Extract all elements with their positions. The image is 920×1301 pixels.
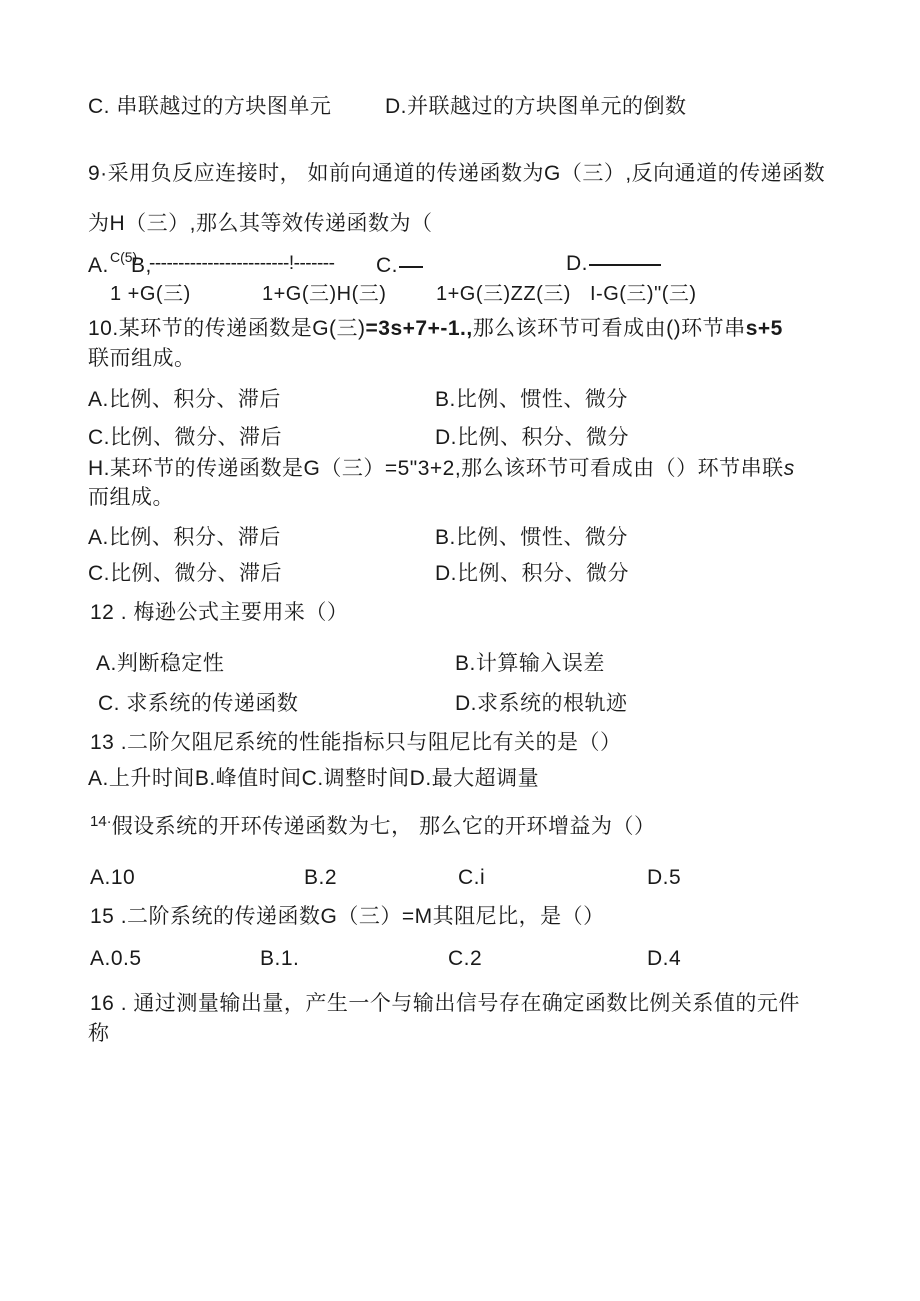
question-14-option-b: B.2: [304, 866, 338, 889]
question-15-option-a: A.0.5: [90, 947, 142, 970]
question-10-option-d: D.比例、积分、微分: [435, 426, 629, 449]
question-15-stem: 15 .二阶系统的传递函数G（三）=M其阻尼比，是（）: [90, 905, 605, 928]
question-10-stem-line-1: [88, 315, 783, 343]
question-14-option-d: D.5: [647, 866, 682, 889]
question-10-option-a: A.比例、积分、滞后: [88, 388, 281, 411]
question-16-stem-line-2: 称: [88, 1022, 110, 1045]
question-10-stem-line-2: 联而组成。: [88, 347, 196, 370]
question-16-stem-line-1: 16 . 通过测量输出量，产生一个与输出信号存在确定函数比例关系值的元件: [90, 992, 800, 1015]
formula-option-a-label: A.: [88, 254, 109, 277]
q10-stem-bold-1: =3s+7+-1.,: [365, 317, 473, 340]
question-11-option-d: D.比例、积分、微分: [435, 562, 629, 585]
question-9-stem-line-1: 9·采用负反应连接时， 如前向通道的传递函数为G（三）,反向通道的传递函数: [88, 162, 826, 185]
question-13-options-inline: A.上升时间B.峰值时间C.调整时间D.最大超调量: [88, 767, 540, 790]
question-15-option-d: D.4: [647, 947, 682, 970]
formula-denominator-a: 1 +G(三): [110, 283, 191, 305]
formula-option-a-numerator: C(5): [110, 249, 138, 265]
question-11-stem-line-2: 而组成。: [88, 486, 174, 509]
question-11-option-a: A.比例、积分、滞后: [88, 526, 281, 549]
q11-stem-italic-s: s: [783, 457, 795, 480]
formula-option-c-label: C.: [376, 254, 398, 277]
formula-option-b-label: B,: [131, 254, 152, 277]
formula-option-c-bar: [399, 266, 423, 268]
q10-stem-text-2: 那么该环节可看成由()环节串: [472, 317, 746, 340]
formula-option-d-bar: [589, 264, 661, 266]
question-11-option-b: B.比例、惯性、微分: [435, 526, 628, 549]
question-12-option-d: D.求系统的根轨迹: [455, 692, 628, 715]
question-15-option-c: C.2: [448, 947, 483, 970]
q10-stem-text-1: 10.某环节的传递函数是G(三): [88, 317, 366, 340]
question-12-stem: 12 . 梅逊公式主要用来（）: [90, 601, 349, 624]
q14-number: 14·: [90, 813, 112, 830]
question-11-option-c: C.比例、微分、滞后: [88, 562, 282, 585]
question-11-stem-line-1: [88, 455, 795, 483]
q14-stem-text: 假设系统的开环传递函数为七， 那么它的开环增益为（）: [111, 815, 656, 838]
formula-denominator-c: 1+G(三)ZZ(三): [436, 283, 571, 305]
formula-dashed-bar: ------------------------!-------: [149, 253, 335, 274]
question-8-option-d: D.并联越过的方块图单元的倒数: [385, 95, 687, 118]
question-14-option-c: C.i: [458, 866, 486, 889]
question-9-stem-line-2: 为H（三）,那么其等效传递函数为（: [88, 212, 433, 235]
question-10-option-c: C.比例、微分、滞后: [88, 426, 282, 449]
formula-denominator-d: I-G(三)"(三): [590, 283, 697, 305]
question-14-stem: [90, 808, 656, 841]
formula-denominator-b: 1+G(三)H(三): [262, 283, 387, 305]
question-13-stem: 13 .二阶欠阻尼系统的性能指标只与阻尼比有关的是（）: [90, 731, 622, 754]
question-14-option-a: A.10: [90, 866, 136, 889]
question-10-option-b: B.比例、惯性、微分: [435, 388, 628, 411]
question-15-option-b: B.1.: [260, 947, 300, 970]
question-12-option-b: B.计算输入误差: [455, 652, 605, 675]
question-12-option-c: C. 求系统的传递函数: [98, 692, 299, 715]
formula-option-d-label: D.: [566, 252, 588, 275]
question-8-option-c: C. 串联越过的方块图单元: [88, 95, 332, 118]
q11-stem-text: H.某环节的传递函数是G（三）=5"3+2,那么该环节可看成由（）环节串联: [88, 457, 784, 480]
question-12-option-a: A.判断稳定性: [96, 652, 225, 675]
q10-stem-bold-2: s+5: [745, 317, 783, 340]
